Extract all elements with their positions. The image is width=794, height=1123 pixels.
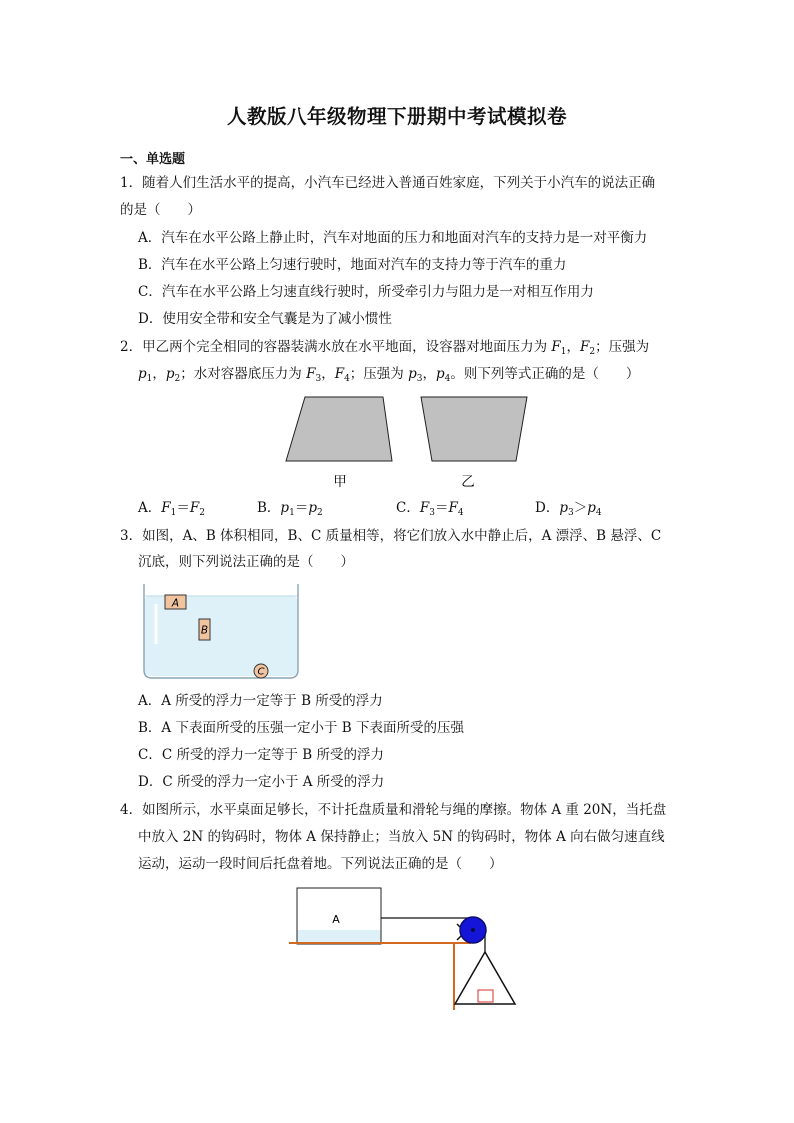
q1-stem-line1: 1．随着人们生活水平的提高，小汽车已经进入普通百姓家庭，下列关于小汽车的说法正确 — [120, 175, 656, 191]
q1-option-d: D．使用安全带和安全气囊是为了减小惯性 — [138, 311, 392, 327]
q4-stem-line3: 运动，运动一段时间后托盘着地。下列说法正确的是（ ） — [138, 856, 503, 872]
q4-stem-line1: 4．如图所示，水平桌面足够长，不计托盘质量和滑轮与绳的摩擦。物体 A 重 20N，当托盘 — [120, 802, 667, 818]
q4-stem-line2: 中放入 2N 的钩码时，物体 A 保持静止；当放入 5N 的钩码时，物体 A 向右做匀速直线 — [138, 829, 665, 845]
section-heading: 一、单选题 — [120, 152, 186, 167]
ball-c-label: C — [257, 666, 265, 678]
label-yi: 乙 — [461, 474, 475, 490]
pulley-axle — [471, 928, 475, 932]
q3-option-c: C．C 所受的浮力一定等于 B 所受的浮力 — [138, 747, 384, 763]
q3-beaker-figure — [140, 582, 302, 682]
q2-stem-line2: $p_1$，$p_2$；水对容器底压力为 $F_3$，$F_4$；压强为 $p_3$，$p_4$。则下列等式正确的是（ ） — [138, 366, 640, 384]
q1-option-a: A．汽车在水平公路上静止时，汽车对地面的压力和地面对汽车的支持力是一对平衡力 — [138, 230, 648, 246]
weight-box — [478, 990, 493, 1002]
q4-pulley-figure — [285, 880, 525, 1015]
q2-option-b: B．$p_1=p_2$ — [257, 500, 323, 518]
q2-stem-line1: 2．甲乙两个完全相同的容器装满水放在水平地面，设容器对地面压力为 $F_1$，$F_2$；压强为 — [120, 339, 650, 357]
q3-stem-line1: 3．如图，A、B 体积相同，B、C 质量相等，将它们放入水中静止后，A 漂浮、B 悬浮、C — [120, 528, 662, 544]
q2-containers-figure — [280, 394, 540, 494]
q2-option-c: C．$F_3=F_4$ — [396, 500, 464, 518]
label-jia: 甲 — [333, 474, 347, 490]
q2-option-d: D．$p_3>p_4$ — [535, 500, 602, 518]
q3-option-b: B．A 下表面所受的压强一定小于 B 下表面所受的压强 — [138, 720, 464, 736]
q3-stem-line2: 沉底，则下列说法正确的是（ ） — [138, 554, 354, 570]
q3-option-a: A．A 所受的浮力一定等于 B 所受的浮力 — [138, 693, 383, 709]
container-jia — [286, 397, 392, 461]
container-yi — [421, 397, 527, 461]
page-title: 人教版八年级物理下册期中考试模拟卷 — [226, 105, 567, 128]
block-a-label: A — [332, 913, 340, 926]
q1-option-b: B．汽车在水平公路上匀速行驶时，地面对汽车的支持力等于汽车的重力 — [138, 257, 567, 273]
q2-option-a: A．$F_1=F_2$ — [138, 500, 205, 518]
q3-option-d: D．C 所受的浮力一定小于 A 所受的浮力 — [138, 774, 385, 790]
block-a-label: A — [171, 597, 180, 610]
q1-option-c: C．汽车在水平公路上匀速直线行驶时，所受牵引力与阻力是一对相互作用力 — [138, 284, 594, 300]
block-b-label: B — [200, 624, 209, 637]
q1-stem-line2: 的是（ ） — [120, 202, 201, 218]
block-a-water — [297, 930, 381, 944]
